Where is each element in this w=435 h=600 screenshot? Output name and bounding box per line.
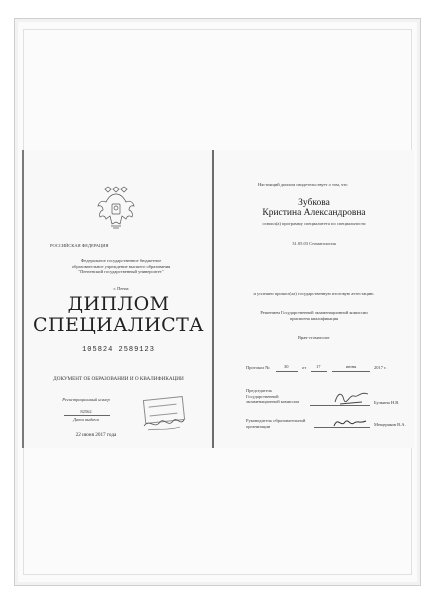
institution-line-1: Федеральное государственное бюджетное [80,258,162,263]
head-label [246,418,305,429]
registration-label: Регистрационный номер [62,397,110,402]
program-note: освоил(а) программу специалитета по специальности [262,221,366,226]
chair-label-line-2: Государственной [246,393,279,399]
protocol-year: 2017 г. [374,365,387,370]
qualification: Врач-стоматолог [297,335,331,340]
country-label: РОССИЙСКАЯ ФЕДЕРАЦИЯ [50,243,109,248]
serial-number: 105824 2589123 [82,346,155,354]
head-name: Мещеряков В.А. [374,422,406,427]
commission-line-2: присвоена квалификация [289,315,339,321]
day-underline [311,371,327,372]
protocol-month: июня [346,364,357,369]
city-label: г. Пенза [113,286,129,291]
chair-label-line-1: Председатель [246,388,273,393]
graduate-given-names: Кристина Александровна [262,208,366,218]
head-label-line-2: организации [246,423,271,429]
institution-line-2: образовательное учреждение высшего образования [71,263,171,269]
chair-label-line-3: экзаменационной комиссии [246,399,299,405]
chair-label [246,388,299,405]
diploma-title-line-2: СПЕЦИАЛИСТА [33,314,204,336]
chair-signature [332,388,372,408]
commission-line-1: Решением Государственной экзаменационной комиссии [260,310,368,315]
commission-text [214,310,414,321]
registration-underline [64,415,110,416]
intro-text: Настоящий диплом свидетельствует о том, что [258,182,348,187]
head-signature [332,414,368,432]
registration-number: 82562 [80,409,92,414]
coat-of-arms-emblem [96,186,136,230]
head-label-line-1: Руководитель образовательной [246,418,306,423]
protocol-label: Протокол № [246,365,270,370]
diploma-left-page [22,150,211,448]
month-underline [332,371,370,372]
diploma-right-page [212,150,414,448]
protocol-underline [276,371,298,372]
attestation-text: и успешно прошел(ла) государственную итоговую аттестацию. [253,291,375,296]
from-label: от [302,365,307,370]
issue-date-label: Дата выдачи [73,417,99,422]
diploma-spread [22,150,412,448]
chair-name: Булкина Н.В. [374,400,400,405]
institution-line-3: "Пензенский государственный университет" [78,269,164,275]
institution-block [46,258,196,275]
protocol-number: 30 [284,364,289,369]
graduate-surname: Зубкова [298,198,330,208]
handwritten-signature-left [142,412,186,434]
protocol-day: 17 [316,364,321,369]
diploma-title-line-1: ДИПЛОМ [67,293,170,315]
specialty: 31.05.03 Стоматология [292,241,336,246]
issue-date: 22 июня 2017 года [75,432,117,438]
document-type: ДОКУМЕНТ ОБ ОБРАЗОВАНИИ И О КВАЛИФИКАЦИИ [53,376,184,382]
